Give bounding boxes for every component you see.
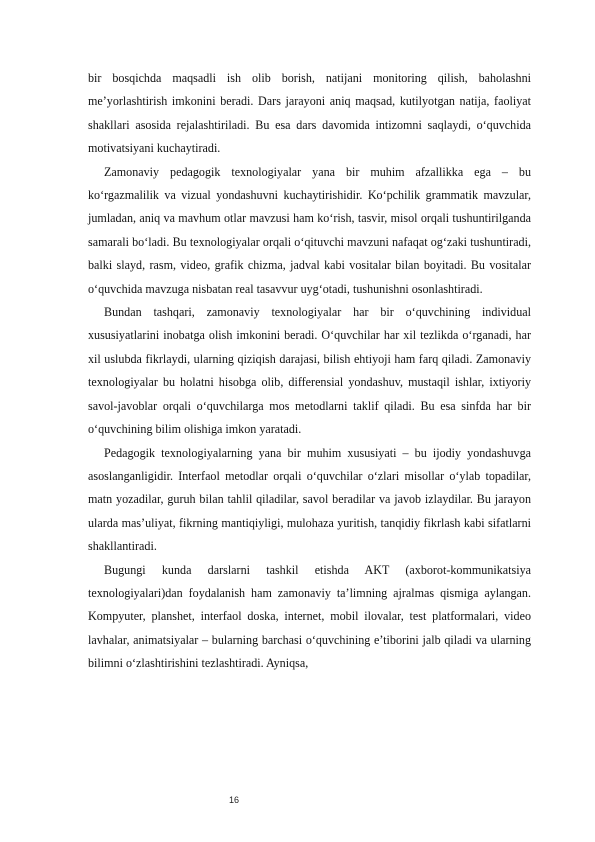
paragraph-5: Bugungi kunda darslarni tashkil etishda AKT (axborot-kommunikatsiya texnologiyalari)dan foydalanish ham zamonaviy ta’limning ajralmas qismiga aylangan. Kompyuter, planshet, interfaol doska, internet, mobil ilovalar, test platformalari, video lavhalar, animatsiyalar – bularning barchasi o‘quvchining e’tiborini jalb qiladi va ularning bilimni o‘zlashtirishini tezlashtiradi. Ayniqsa, xyxy=(88,562,531,671)
paragraph-1: bir bosqichda maqsadli ish olib borish, natijani monitoring qilish, baholashni me’yorlashtirish imkonini beradi. Dars jarayoni aniq maqsad, kutilyotgan natija, faoliyat shakllari asosida rejalashtiriladi. Bu esa dars davomida intizomni saqlaydi, o‘quvchida motivatsiyani kuchaytiradi. xyxy=(88,71,531,156)
paragraph-4: Pedagogik texnologiyalarning yana bir muhim xususiyati – bu ijodiy yondashuvga asoslanganligidir. Interfaol metodlar orqali o‘quvchilar o‘zlari misollar o‘ylab topadilar, matn yozadilar, guruh bilan tahlil qiladilar, savol beradilar va javob izlaydilar. Bu jarayon ularda mas’uliyat, fikrning mantiqiyligi, mulohaza yuritish, tanqidiy fikrlash kabi sifatlarni shakllantiradi. xyxy=(88,445,531,554)
paragraph-3: Bundan tashqari, zamonaviy texnologiyalar har bir o‘quvchining individual xususiyatlarini inobatga olish imkonini beradi. O‘quvchilar har xil tezlikda o‘rganadi, har xil uslubda fikrlaydi, ularning qiziqish darajasi, bilish ehtiyoji ham farq qiladi. Zamonaviy texnologiyalar bu holatni hisobga olib, differensial yondashuv, mustaqil ishlar, ixtiyoriy savol-javoblar orqali o‘quvchilarga mos metodlarni taklif qiladi. Bu esa sinfda har bir o‘quvchining bilim olishiga imkon yaratadi. xyxy=(88,305,531,437)
page-number: 16 xyxy=(229,795,240,805)
paragraph-2: Zamonaviy pedagogik texnologiyalar yana bir muhim afzallikka ega – bu ko‘rgazmalilik va vizual yondashuvni kuchaytirishidir. Ko‘pchilik grammatik mavzular, jumladan, aniq va mavhum otlar mavzusi ham ko‘rish, tasvir, misol orqali tushuntirilganda samarali bo‘ladi. Bu texnologiyalar orqali o‘qituvchi mavzuni nafaqat og‘zaki tushuntiradi, balki slayd, rasm, video, grafik chizma, jadval kabi vositalar bilan boyitadi. Bu vositalar o‘quvchida mavzuga nisbatan real tasavvur uyg‘otadi, tushunishni osonlashtiradi. xyxy=(88,164,531,296)
document-body xyxy=(88,67,531,676)
